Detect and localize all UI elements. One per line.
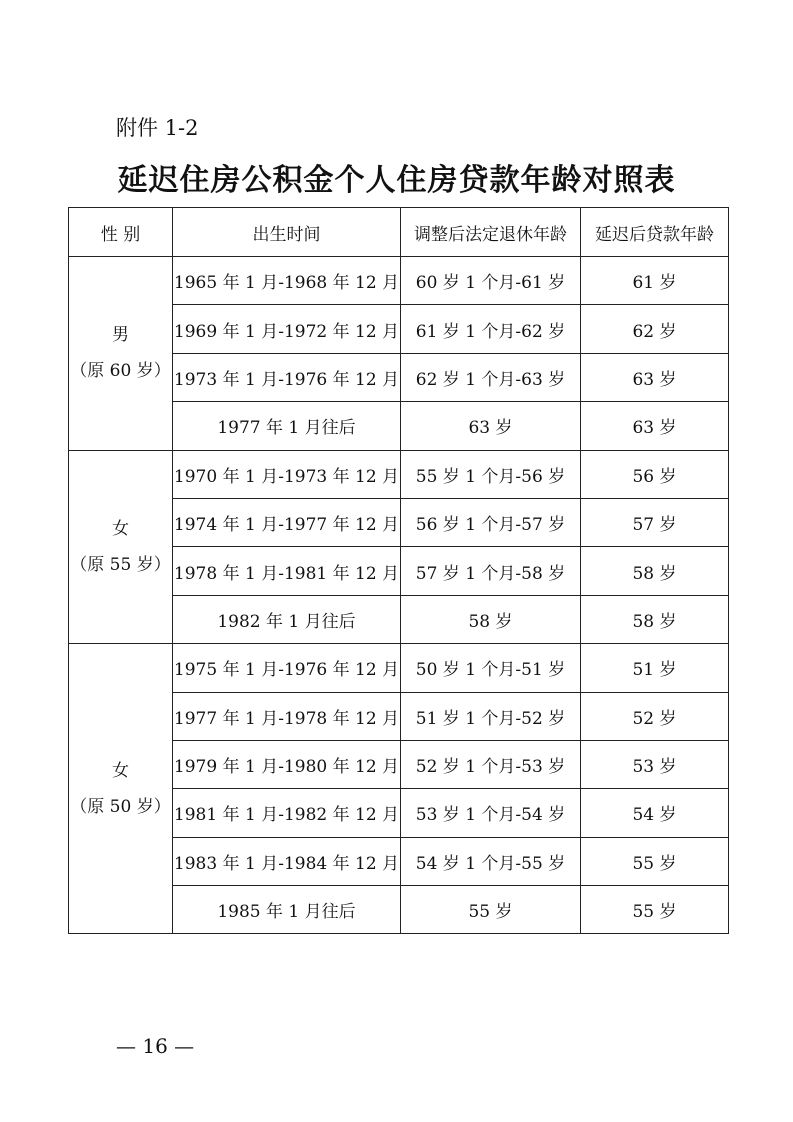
header-retire-age: 调整后法定退休年龄	[401, 208, 581, 257]
retire-cell: 52 岁 1 个月-53 岁	[401, 740, 581, 788]
table-row	[69, 644, 729, 692]
retire-cell: 63 岁	[401, 402, 581, 450]
birth-cell: 1973 年 1 月-1976 年 12 月	[173, 353, 401, 401]
birth-cell: 1985 年 1 月往后	[173, 886, 401, 934]
birth-cell: 1969 年 1 月-1972 年 12 月	[173, 305, 401, 353]
retire-cell: 57 岁 1 个月-58 岁	[401, 547, 581, 595]
header-gender: 性 别	[69, 208, 173, 257]
retire-cell: 54 岁 1 个月-55 岁	[401, 837, 581, 885]
retire-cell: 51 岁 1 个月-52 岁	[401, 692, 581, 740]
loan-cell: 57 岁	[581, 498, 729, 546]
birth-cell: 1975 年 1 月-1976 年 12 月	[173, 644, 401, 692]
loan-cell: 55 岁	[581, 886, 729, 934]
retire-cell: 58 岁	[401, 595, 581, 643]
birth-cell: 1977 年 1 月-1978 年 12 月	[173, 692, 401, 740]
loan-cell: 55 岁	[581, 837, 729, 885]
retire-cell: 55 岁	[401, 886, 581, 934]
original-age-label: （原 55 岁）	[70, 554, 171, 575]
loan-cell: 56 岁	[581, 450, 729, 498]
loan-cell: 58 岁	[581, 547, 729, 595]
gender-cell	[69, 257, 173, 451]
retire-cell: 56 岁 1 个月-57 岁	[401, 498, 581, 546]
retire-cell: 53 岁 1 个月-54 岁	[401, 789, 581, 837]
birth-cell: 1982 年 1 月往后	[173, 595, 401, 643]
document-title: 延迟住房公积金个人住房贷款年龄对照表	[117, 163, 676, 198]
original-age-label: （原 50 岁）	[70, 796, 171, 817]
header-row	[69, 208, 729, 257]
retire-cell: 62 岁 1 个月-63 岁	[401, 353, 581, 401]
table-row	[69, 450, 729, 498]
loan-cell: 61 岁	[581, 257, 729, 305]
birth-cell: 1974 年 1 月-1977 年 12 月	[173, 498, 401, 546]
gender-cell	[69, 450, 173, 644]
retire-cell: 60 岁 1 个月-61 岁	[401, 257, 581, 305]
loan-cell: 54 岁	[581, 789, 729, 837]
birth-cell: 1981 年 1 月-1982 年 12 月	[173, 789, 401, 837]
gender-cell	[69, 644, 173, 934]
header-loan-age: 延迟后贷款年龄	[581, 208, 729, 257]
gender-label: 男	[112, 325, 129, 346]
birth-cell: 1965 年 1 月-1968 年 12 月	[173, 257, 401, 305]
retire-cell: 50 岁 1 个月-51 岁	[401, 644, 581, 692]
attachment-label: 附件 1-2	[116, 116, 199, 140]
loan-cell: 58 岁	[581, 595, 729, 643]
birth-cell: 1970 年 1 月-1973 年 12 月	[173, 450, 401, 498]
birth-cell: 1978 年 1 月-1981 年 12 月	[173, 547, 401, 595]
gender-label: 女	[112, 760, 129, 781]
loan-cell: 52 岁	[581, 692, 729, 740]
original-age-label: （原 60 岁）	[70, 361, 171, 382]
retire-cell: 61 岁 1 个月-62 岁	[401, 305, 581, 353]
birth-cell: 1979 年 1 月-1980 年 12 月	[173, 740, 401, 788]
table-row	[69, 257, 729, 305]
page-number: — 16 —	[116, 1034, 195, 1058]
loan-cell: 53 岁	[581, 740, 729, 788]
loan-cell: 63 岁	[581, 402, 729, 450]
gender-label: 女	[112, 518, 129, 539]
loan-cell: 63 岁	[581, 353, 729, 401]
loan-cell: 62 岁	[581, 305, 729, 353]
age-table	[68, 207, 729, 934]
birth-cell: 1977 年 1 月往后	[173, 402, 401, 450]
header-birth-time: 出生时间	[173, 208, 401, 257]
loan-cell: 51 岁	[581, 644, 729, 692]
birth-cell: 1983 年 1 月-1984 年 12 月	[173, 837, 401, 885]
retire-cell: 55 岁 1 个月-56 岁	[401, 450, 581, 498]
